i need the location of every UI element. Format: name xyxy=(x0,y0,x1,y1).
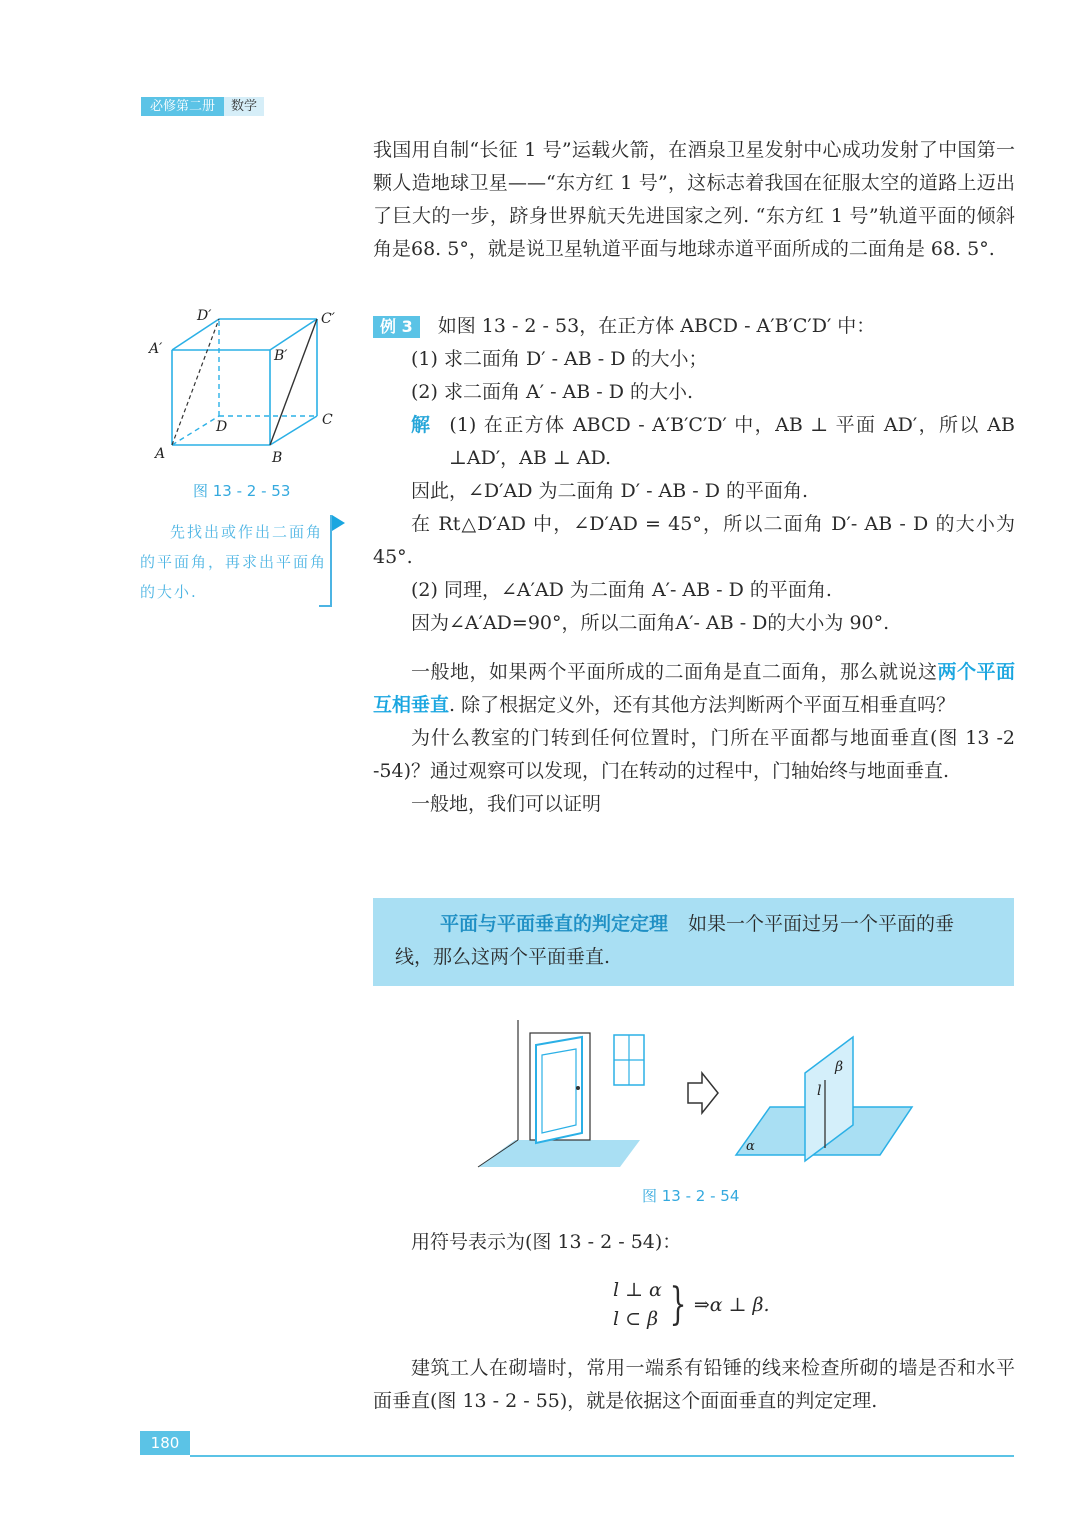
solution-step-4: (2) 同理，∠A′AD 为二面角 A′- AB - D 的平面角. xyxy=(411,579,832,601)
formula xyxy=(613,1276,770,1334)
example-question-2: (2) 求二面角 A′ - AB - D 的大小. xyxy=(411,381,694,403)
example-label: 例 3 xyxy=(373,316,420,338)
label-B1: B′ xyxy=(274,348,288,364)
intro-section xyxy=(373,134,1015,266)
door-paragraph: 为什么教室的门转到任何位置时，门所在平面都与地面垂直(图 13 -2 -54)？通过观察可以发现，门在转动的过程中，门轴始终与地面垂直. xyxy=(373,727,1015,782)
figure-54-caption: 图 13 - 2 - 54 xyxy=(642,1187,740,1205)
example-prompt: 如图 13 - 2 - 53，在正方体 ABCD - A′B′C′D′ 中： xyxy=(437,315,876,337)
solution-step-2: 因此，∠D′AD 为二面角 D′ - AB - D 的平面角. xyxy=(411,480,809,502)
cube-figure xyxy=(145,300,345,475)
label-D1: D′ xyxy=(197,308,212,324)
door-planes-figure xyxy=(470,1015,920,1175)
example-section xyxy=(373,310,1015,640)
closing-paragraph: 建筑工人在砌墙时，常用一端系有铅锤的线来检查所砌的墙是否和水平面垂直(图 13 - 2 - 55)，就是依据这个面面垂直的判定定理. xyxy=(373,1357,1015,1412)
formula-line-2: l ⊂ β xyxy=(613,1308,659,1330)
label-C: C xyxy=(322,412,333,428)
diagonal-BC1 xyxy=(270,319,317,445)
edge-AD xyxy=(172,416,219,445)
margin-note-text: 先找出或作出二面角的平面角，再求出平面角的大小. xyxy=(140,523,328,601)
floor-plane xyxy=(478,1140,640,1167)
definition-text-after: . 除了根据定义外，还有其他方法判断两个平面互相垂直吗？ xyxy=(449,694,956,716)
closing-section xyxy=(373,1352,1015,1418)
theorem-title: 平面与平面垂直的判定定理 xyxy=(440,913,669,935)
diagonal-AD1 xyxy=(172,319,219,445)
edge-A1D1 xyxy=(172,319,219,350)
definition-paragraph xyxy=(373,656,1015,722)
label-B: B xyxy=(272,450,283,466)
edge-B1C1 xyxy=(270,319,317,350)
arrow-right-icon xyxy=(688,1073,718,1113)
theorem-text: 如果一个平面过另一个平面的垂线，那么这两个平面垂直. xyxy=(395,913,955,968)
example-question-1: (1) 求二面角 D′ - AB - D 的大小； xyxy=(411,348,708,370)
symbolic-intro: 用符号表示为(图 13 - 2 - 54)： xyxy=(411,1231,682,1253)
book-title: 必修第二册 xyxy=(141,97,224,116)
note-bracket-bottom xyxy=(319,605,332,607)
label-A: A xyxy=(155,446,166,462)
solution-text-1: (1) 在正方体 ABCD - A′B′C′D′ 中，AB ⊥ 平面 AD′，所以 AB ⊥AD′，AB ⊥ AD. xyxy=(449,414,1015,469)
theorem-box xyxy=(373,898,1014,986)
door-leaf xyxy=(536,1037,582,1143)
solution-step-5: 因为∠A′AD=90°，所以二面角A′- AB - D的大小为 90°. xyxy=(411,612,890,634)
intro-paragraph: 我国用自制“长征 1 号”运载火箭，在酒泉卫星发射中心成功发射了中国第一颗人造地球卫星——“东方红 1 号”，这标志着我国在征服太空的道路上迈出了巨大的一步，跻身世界航天先进国家之列. “东方红 1 号”轨道平面的倾斜角是68. 5°，就是说卫星轨道平面与地球赤道平面所成的二面角是 68. 5°. xyxy=(373,139,1015,260)
label-D: D xyxy=(216,419,228,435)
edge-BC xyxy=(270,416,317,445)
solution-step-3: 在 Rt△D′AD 中，∠D′AD = 45°，所以二面角 D′- AB - D 的大小为 45°. xyxy=(373,513,1015,568)
definition-text-before: 一般地，如果两个平面所成的二面角是直二面角，那么就说这 xyxy=(411,661,938,683)
example-prompt-line xyxy=(373,310,1015,343)
margin-note xyxy=(140,517,328,607)
solution-step-1 xyxy=(411,409,1015,475)
door-knob-icon xyxy=(576,1086,580,1090)
body-section xyxy=(373,656,1015,821)
symbolic-section xyxy=(373,1226,1015,1259)
note-arrow-icon xyxy=(332,515,345,531)
chapter-header xyxy=(141,97,264,116)
footer-rule xyxy=(190,1455,1014,1457)
key-term: 两个平面互相垂直 xyxy=(373,661,1015,716)
label-C1: C′ xyxy=(321,311,335,327)
page-number: 180 xyxy=(140,1431,190,1455)
formula-conclusion: ⇒α ⊥ β. xyxy=(693,1293,770,1316)
label-l: l xyxy=(817,1083,822,1099)
subject-title: 数学 xyxy=(224,97,264,116)
solution-label: 解 xyxy=(411,414,432,436)
proof-intro: 一般地，我们可以证明 xyxy=(411,793,602,815)
formula-brace-icon: } xyxy=(669,1279,687,1330)
label-alpha: α xyxy=(746,1139,755,1154)
label-A1: A′ xyxy=(149,341,163,357)
figure-53-caption: 图 13 - 2 - 53 xyxy=(193,482,291,500)
formula-line-1: l ⊥ α xyxy=(613,1279,662,1301)
label-beta: β xyxy=(835,1059,844,1075)
